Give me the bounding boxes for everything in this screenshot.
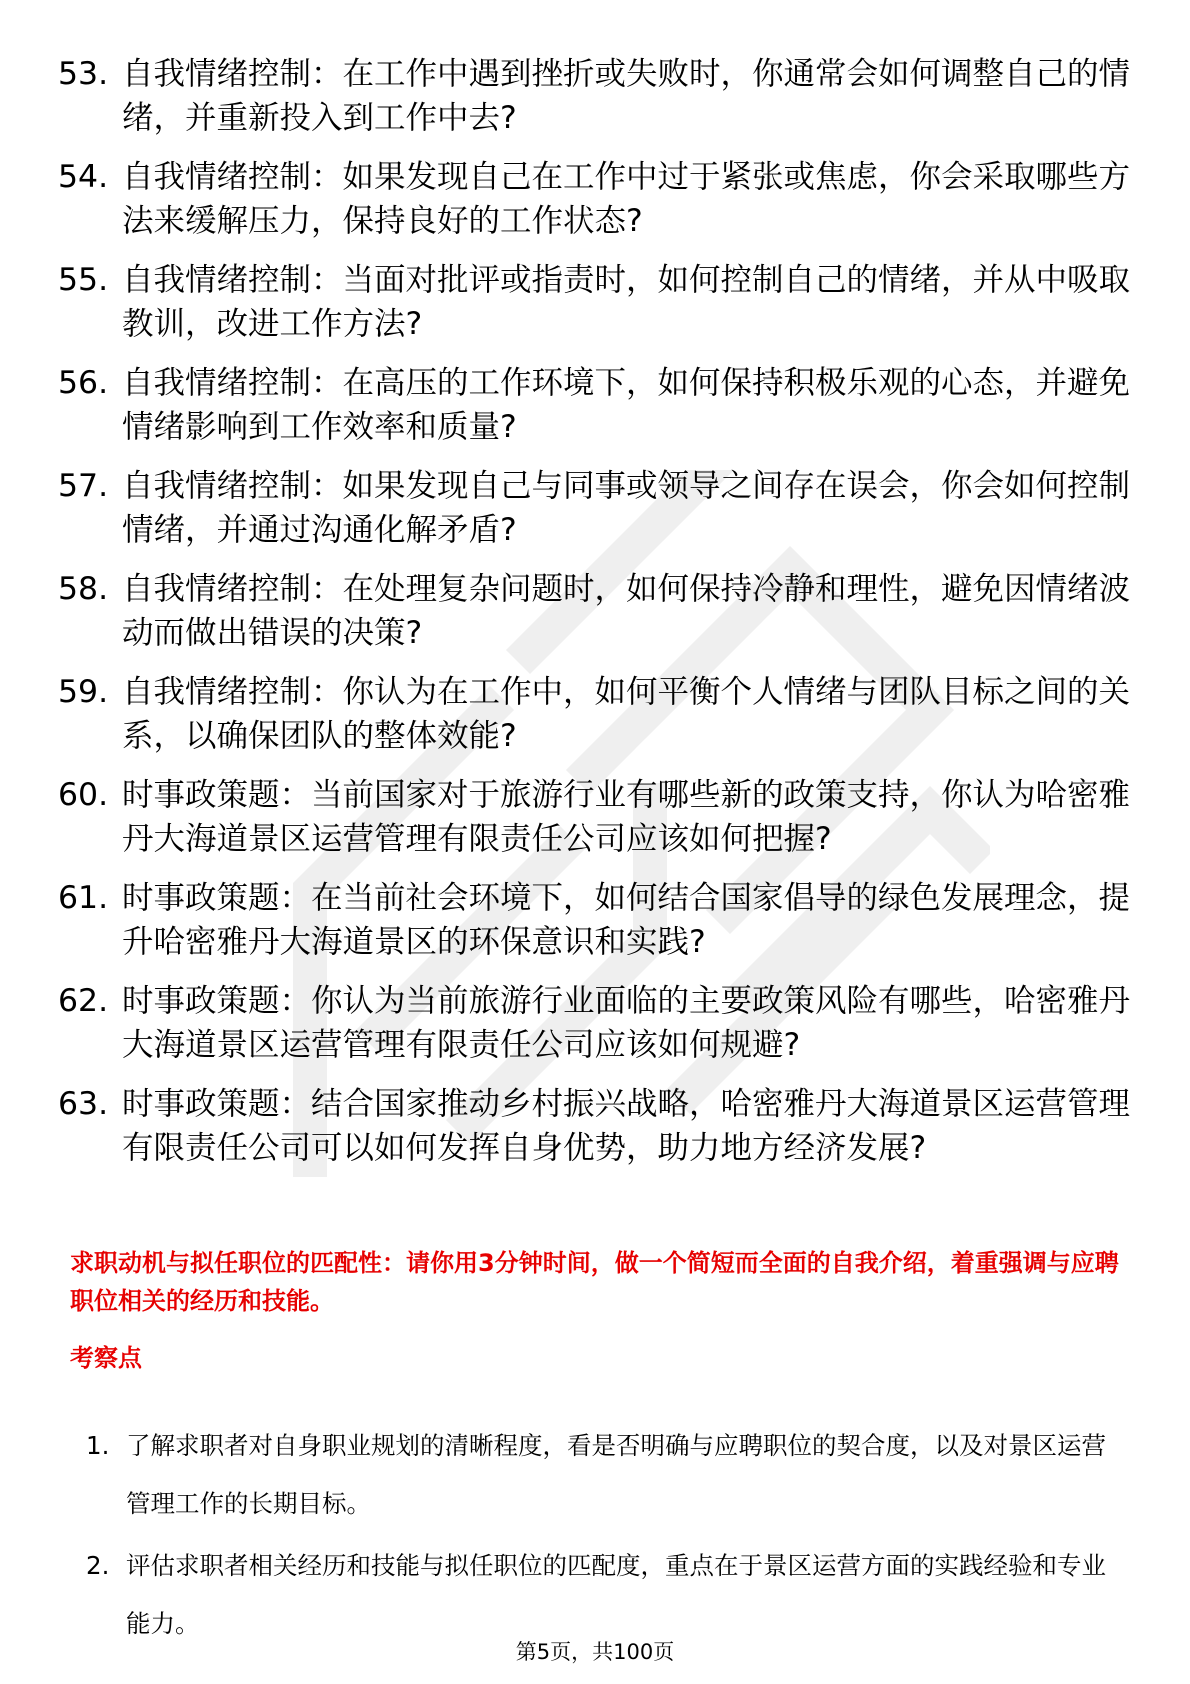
question-text: 自我情绪控制：在工作中遇到挫折或失败时，你通常会如何调整自己的情绪，并重新投入到工作中去? — [122, 56, 1131, 136]
question-item — [58, 155, 1130, 243]
question-item — [58, 773, 1130, 861]
question-item — [58, 258, 1130, 346]
section-title: 求职动机与拟任职位的匹配性：请你用3分钟时间，做一个简短而全面的自我介绍，着重强调与应聘职位相关的经历和技能。 — [70, 1249, 1119, 1315]
question-item — [58, 876, 1130, 964]
question-text: 时事政策题：结合国家推动乡村振兴战略，哈密雅丹大海道景区运营管理有限责任公司可以如何发挥自身优势，助力地方经济发展? — [122, 1086, 1131, 1166]
question-text: 自我情绪控制：你认为在工作中，如何平衡个人情绪与团队目标之间的关系，以确保团队的整体效能? — [122, 674, 1131, 754]
question-item — [58, 567, 1130, 655]
point-item — [86, 1417, 1130, 1533]
points-heading: 考察点 — [70, 1344, 142, 1372]
question-number: 63. — [58, 1086, 109, 1122]
point-text: 了解求职者对自身职业规划的清晰程度，看是否明确与应聘职位的契合度，以及对景区运营管理工作的长期目标。 — [126, 1431, 1106, 1518]
question-text: 自我情绪控制：在高压的工作环境下，如何保持积极乐观的心态，并避免情绪影响到工作效率和质量? — [122, 365, 1131, 445]
point-item — [86, 1537, 1130, 1653]
question-number: 61. — [58, 880, 109, 916]
points-list — [86, 1417, 1130, 1657]
question-item — [58, 361, 1130, 449]
question-number: 59. — [58, 674, 109, 710]
question-number: 58. — [58, 571, 109, 607]
question-item — [58, 464, 1130, 552]
point-number: 1. — [86, 1431, 110, 1460]
question-number: 54. — [58, 159, 109, 195]
question-number: 62. — [58, 983, 109, 1019]
question-number: 57. — [58, 468, 109, 504]
question-number: 60. — [58, 777, 109, 813]
question-list — [58, 52, 1130, 1185]
question-item — [58, 52, 1130, 140]
question-number: 56. — [58, 365, 109, 401]
question-item — [58, 979, 1130, 1067]
question-item — [58, 1082, 1130, 1170]
question-text: 自我情绪控制：当面对批评或指责时，如何控制自己的情绪，并从中吸取教训，改进工作方法? — [122, 262, 1131, 342]
question-text: 自我情绪控制：如果发现自己在工作中过于紧张或焦虑，你会采取哪些方法来缓解压力，保持良好的工作状态? — [122, 159, 1131, 239]
question-text: 时事政策题：在当前社会环境下，如何结合国家倡导的绿色发展理念，提升哈密雅丹大海道景区的环保意识和实践? — [122, 880, 1131, 960]
point-number: 2. — [86, 1551, 110, 1580]
question-number: 53. — [58, 56, 109, 92]
question-text: 自我情绪控制：在处理复杂问题时，如何保持冷静和理性，避免因情绪波动而做出错误的决策? — [122, 571, 1131, 651]
question-item — [58, 670, 1130, 758]
question-text: 时事政策题：当前国家对于旅游行业有哪些新的政策支持，你认为哈密雅丹大海道景区运营管理有限责任公司应该如何把握? — [122, 777, 1131, 857]
question-text: 时事政策题：你认为当前旅游行业面临的主要政策风险有哪些，哈密雅丹大海道景区运营管理有限责任公司应该如何规避? — [122, 983, 1131, 1063]
page-footer: 第5页，共100页 — [515, 1640, 675, 1664]
question-text: 自我情绪控制：如果发现自己与同事或领导之间存在误会，你会如何控制情绪，并通过沟通化解矛盾? — [122, 468, 1131, 548]
point-text: 评估求职者相关经历和技能与拟任职位的匹配度，重点在于景区运营方面的实践经验和专业能力。 — [126, 1551, 1106, 1638]
question-number: 55. — [58, 262, 109, 298]
